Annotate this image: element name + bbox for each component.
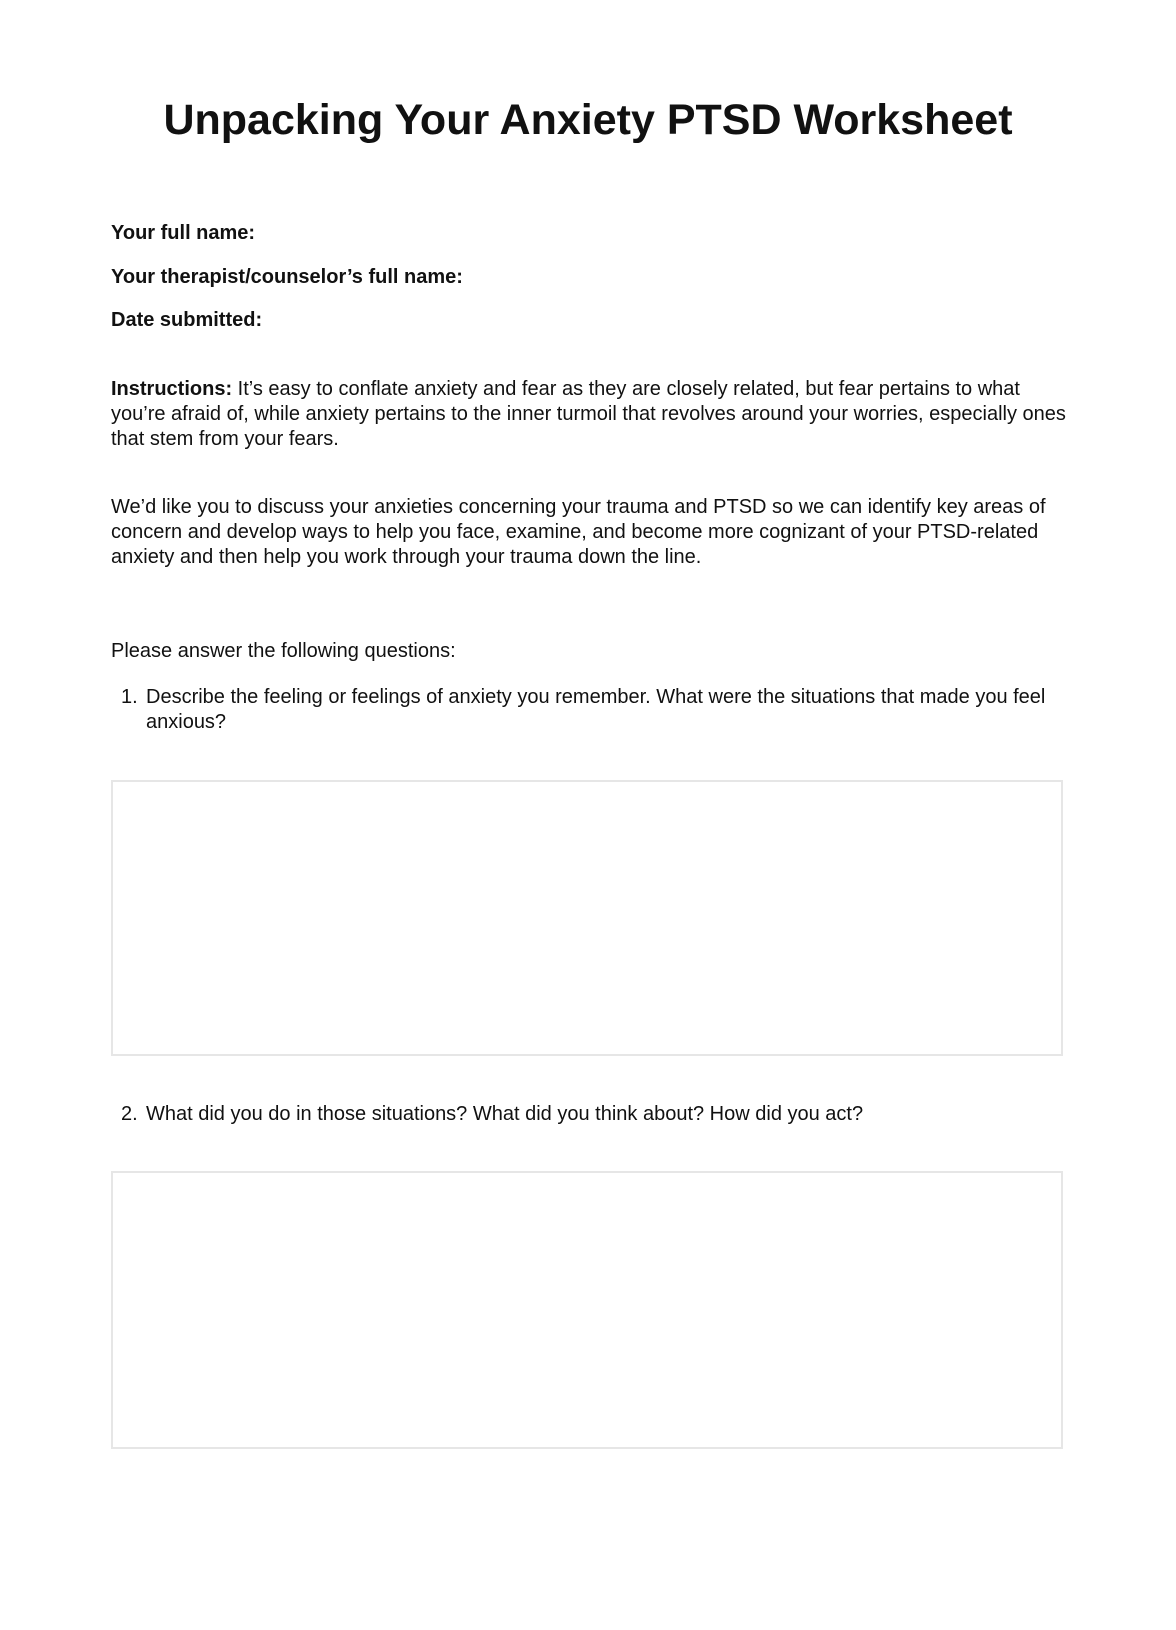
date-submitted-label: Date submitted: <box>111 309 263 331</box>
question-number: 2. <box>121 1103 138 1125</box>
instructions-label: Instructions: <box>111 378 233 400</box>
question-1 <box>121 685 1061 735</box>
question-text: What did you do in those situations? What did you think about? How did you act? <box>146 1103 864 1125</box>
instructions-paragraph <box>111 377 1071 452</box>
questions-prompt: Please answer the following questions: <box>111 640 456 662</box>
full-name-label: Your full name: <box>111 222 256 244</box>
instructions-text: It’s easy to conflate anxiety and fear as they are closely related, but fear pertains to what you’re afraid of, while anxiety pertains to the inner turmoil that revolves around your worries, especially ones that stem from your fears. <box>111 378 1066 450</box>
question-text: Describe the feeling or feelings of anxiety you remember. What were the situations that made you feel anxious? <box>146 686 1046 733</box>
answer-box-1[interactable] <box>111 780 1063 1056</box>
question-number: 1. <box>121 686 138 708</box>
page-title: Unpacking Your Anxiety PTSD Worksheet <box>163 96 1013 144</box>
instructions-paragraph-2: We’d like you to discuss your anxieties concerning your trauma and PTSD so we can identify key areas of concern and develop ways to help you face, examine, and become more cognizant of your PTSD-related anxiety and then help you work through your trauma down the line. <box>111 496 1046 568</box>
question-2 <box>121 1102 1061 1127</box>
therapist-name-label: Your therapist/counselor’s full name: <box>111 266 463 288</box>
answer-box-2[interactable] <box>111 1171 1063 1449</box>
